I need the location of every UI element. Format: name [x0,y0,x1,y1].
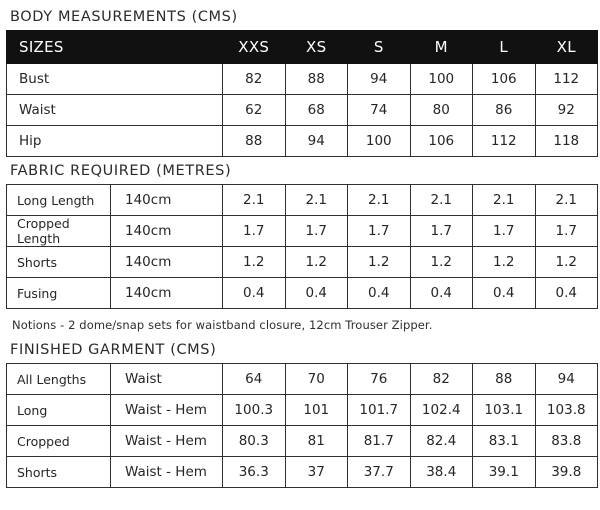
measure-label: Waist [111,364,223,395]
column-header-xxs: XXS [223,31,286,64]
row-label: Fusing [7,278,111,309]
cell: 2.1 [473,185,536,216]
cell: 2.1 [410,185,473,216]
column-header-xl: XL [535,31,598,64]
column-header-m: M [410,31,473,64]
cell: 38.4 [410,457,473,488]
table-row [7,216,598,247]
cell: 94 [348,64,411,95]
cell: 0.4 [410,278,473,309]
table-row [7,278,598,309]
cell: 70 [285,364,348,395]
cell: 112 [535,64,598,95]
cell: 0.4 [535,278,598,309]
table-header-row [7,31,598,64]
row-label: Shorts [7,457,111,488]
row-label: Bust [7,64,223,95]
cell: 82 [223,64,286,95]
body-measurements-title: BODY MEASUREMENTS (CMS) [10,9,238,25]
column-header-sizes: SIZES [7,31,223,64]
cell: 39.8 [535,457,598,488]
cell: 1.2 [410,247,473,278]
cell: 94 [535,364,598,395]
cell: 88 [285,64,348,95]
cell: 82 [410,364,473,395]
row-label: Hip [7,126,223,157]
column-header-s: S [348,31,411,64]
cell: 1.7 [535,216,598,247]
cell: 37.7 [348,457,411,488]
cell: 1.2 [285,247,348,278]
row-label: Shorts [7,247,111,278]
cell: 82.4 [410,426,473,457]
cell: 1.2 [348,247,411,278]
column-header-l: L [473,31,536,64]
row-label: Cropped Length [7,216,111,247]
cell: 2.1 [285,185,348,216]
cell: 74 [348,95,411,126]
cell: 1.7 [473,216,536,247]
cell: 118 [535,126,598,157]
cell: 2.1 [223,185,286,216]
cell: 1.7 [348,216,411,247]
cell: 76 [348,364,411,395]
cell: 106 [410,126,473,157]
table-row [7,64,598,95]
cell: 68 [285,95,348,126]
row-label: Long [7,395,111,426]
cell: 106 [473,64,536,95]
cell: 101.7 [348,395,411,426]
table-row [7,457,598,488]
cell: 1.2 [223,247,286,278]
cell: 0.4 [348,278,411,309]
cell: 1.7 [285,216,348,247]
fabric-width: 140cm [111,278,223,309]
cell: 37 [285,457,348,488]
cell: 88 [473,364,536,395]
cell: 1.2 [473,247,536,278]
fabric-width: 140cm [111,216,223,247]
cell: 100 [348,126,411,157]
cell: 81 [285,426,348,457]
cell: 62 [223,95,286,126]
table-row [7,364,598,395]
cell: 36.3 [223,457,286,488]
cell: 2.1 [535,185,598,216]
cell: 1.7 [223,216,286,247]
fabric-width: 140cm [111,185,223,216]
cell: 94 [285,126,348,157]
cell: 39.1 [473,457,536,488]
cell: 101 [285,395,348,426]
row-label: Waist [7,95,223,126]
table-row [7,126,598,157]
measure-label: Waist - Hem [111,426,223,457]
cell: 112 [473,126,536,157]
row-label: Long Length [7,185,111,216]
cell: 0.4 [473,278,536,309]
cell: 100.3 [223,395,286,426]
cell: 81.7 [348,426,411,457]
table-row [7,426,598,457]
cell: 0.4 [285,278,348,309]
measure-label: Waist - Hem [111,457,223,488]
cell: 86 [473,95,536,126]
cell: 64 [223,364,286,395]
column-header-xs: XS [285,31,348,64]
notions-note: Notions - 2 dome/snap sets for waistband closure, 12cm Trouser Zipper. [12,318,433,332]
table-row [7,247,598,278]
cell: 80 [410,95,473,126]
row-label: All Lengths [7,364,111,395]
cell: 80.3 [223,426,286,457]
cell: 88 [223,126,286,157]
row-label: Cropped [7,426,111,457]
cell: 100 [410,64,473,95]
cell: 2.1 [348,185,411,216]
cell: 103.1 [473,395,536,426]
cell: 1.7 [410,216,473,247]
fabric-required-title: FABRIC REQUIRED (METRES) [10,163,232,179]
cell: 1.2 [535,247,598,278]
finished-garment-table [6,363,598,488]
cell: 83.1 [473,426,536,457]
cell: 102.4 [410,395,473,426]
finished-garment-title: FINISHED GARMENT (CMS) [10,342,217,358]
fabric-width: 140cm [111,247,223,278]
cell: 92 [535,95,598,126]
table-row [7,185,598,216]
measure-label: Waist - Hem [111,395,223,426]
cell: 83.8 [535,426,598,457]
cell: 0.4 [223,278,286,309]
body-measurements-table [6,30,598,157]
cell: 103.8 [535,395,598,426]
fabric-required-table [6,184,598,309]
table-row [7,95,598,126]
table-row [7,395,598,426]
